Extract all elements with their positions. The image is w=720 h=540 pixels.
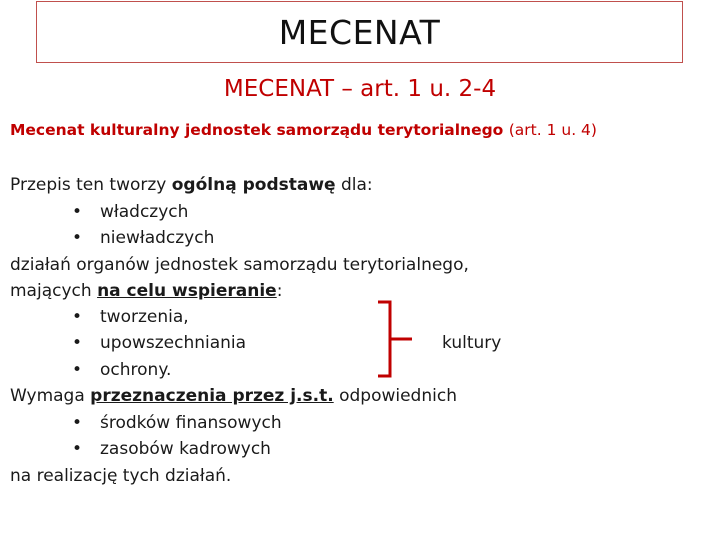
bracket-label: kultury xyxy=(442,333,502,353)
text-segment: Przepis ten tworzy xyxy=(10,175,172,195)
list-item xyxy=(72,333,246,353)
text-segment: dla: xyxy=(335,175,373,195)
text-segment: odpowiednich xyxy=(333,386,457,406)
list-item-text: tworzenia, xyxy=(100,307,189,327)
list-item xyxy=(72,228,214,248)
body-line-5: na realizację tych działań. xyxy=(10,466,232,486)
list-item-text: niewładczych xyxy=(100,228,215,248)
list-item xyxy=(72,307,189,327)
list-item-text: zasobów kadrowych xyxy=(100,439,271,459)
bold-segment: ogólną podstawę xyxy=(171,175,336,195)
section-heading xyxy=(10,121,597,139)
text-segment: Wymaga xyxy=(10,386,91,406)
list-item xyxy=(72,360,171,380)
body-line-4 xyxy=(10,386,457,406)
bold-segment: na celu wspieranie xyxy=(97,281,277,301)
list-item-text: środków finansowych xyxy=(100,413,282,433)
slide-subtitle: MECENAT – art. 1 u. 2-4 xyxy=(223,76,497,102)
section-heading-main: Mecenat kulturalny jednostek samorządu terytorialnego xyxy=(10,121,509,139)
bullet-icon: • xyxy=(72,439,83,459)
bullet-icon: • xyxy=(72,228,83,248)
text-segment: mających xyxy=(10,281,98,301)
list-item-text: władczych xyxy=(100,202,189,222)
list-item-text: ochrony. xyxy=(100,360,172,380)
bracket-icon xyxy=(370,296,430,382)
slide-title: MECENAT xyxy=(278,12,441,52)
bullet-icon: • xyxy=(72,413,83,433)
bullet-icon: • xyxy=(72,333,83,353)
bold-segment: przeznaczenia przez j.s.t. xyxy=(90,386,334,406)
text-segment: : xyxy=(276,281,283,301)
list-item xyxy=(72,413,282,433)
title-box xyxy=(36,1,683,63)
bullet-icon: • xyxy=(72,360,83,380)
list-item-text: upowszechniania xyxy=(100,333,247,353)
body-line-3 xyxy=(10,281,282,301)
list-item xyxy=(72,202,188,222)
list-item xyxy=(72,439,271,459)
body-line-2: działań organów jednostek samorządu terytorialnego, xyxy=(10,255,469,275)
bullet-icon: • xyxy=(72,202,83,222)
bullet-icon: • xyxy=(72,307,83,327)
section-heading-ref: (art. 1 u. 4) xyxy=(508,121,597,139)
body-line-1 xyxy=(10,175,373,195)
